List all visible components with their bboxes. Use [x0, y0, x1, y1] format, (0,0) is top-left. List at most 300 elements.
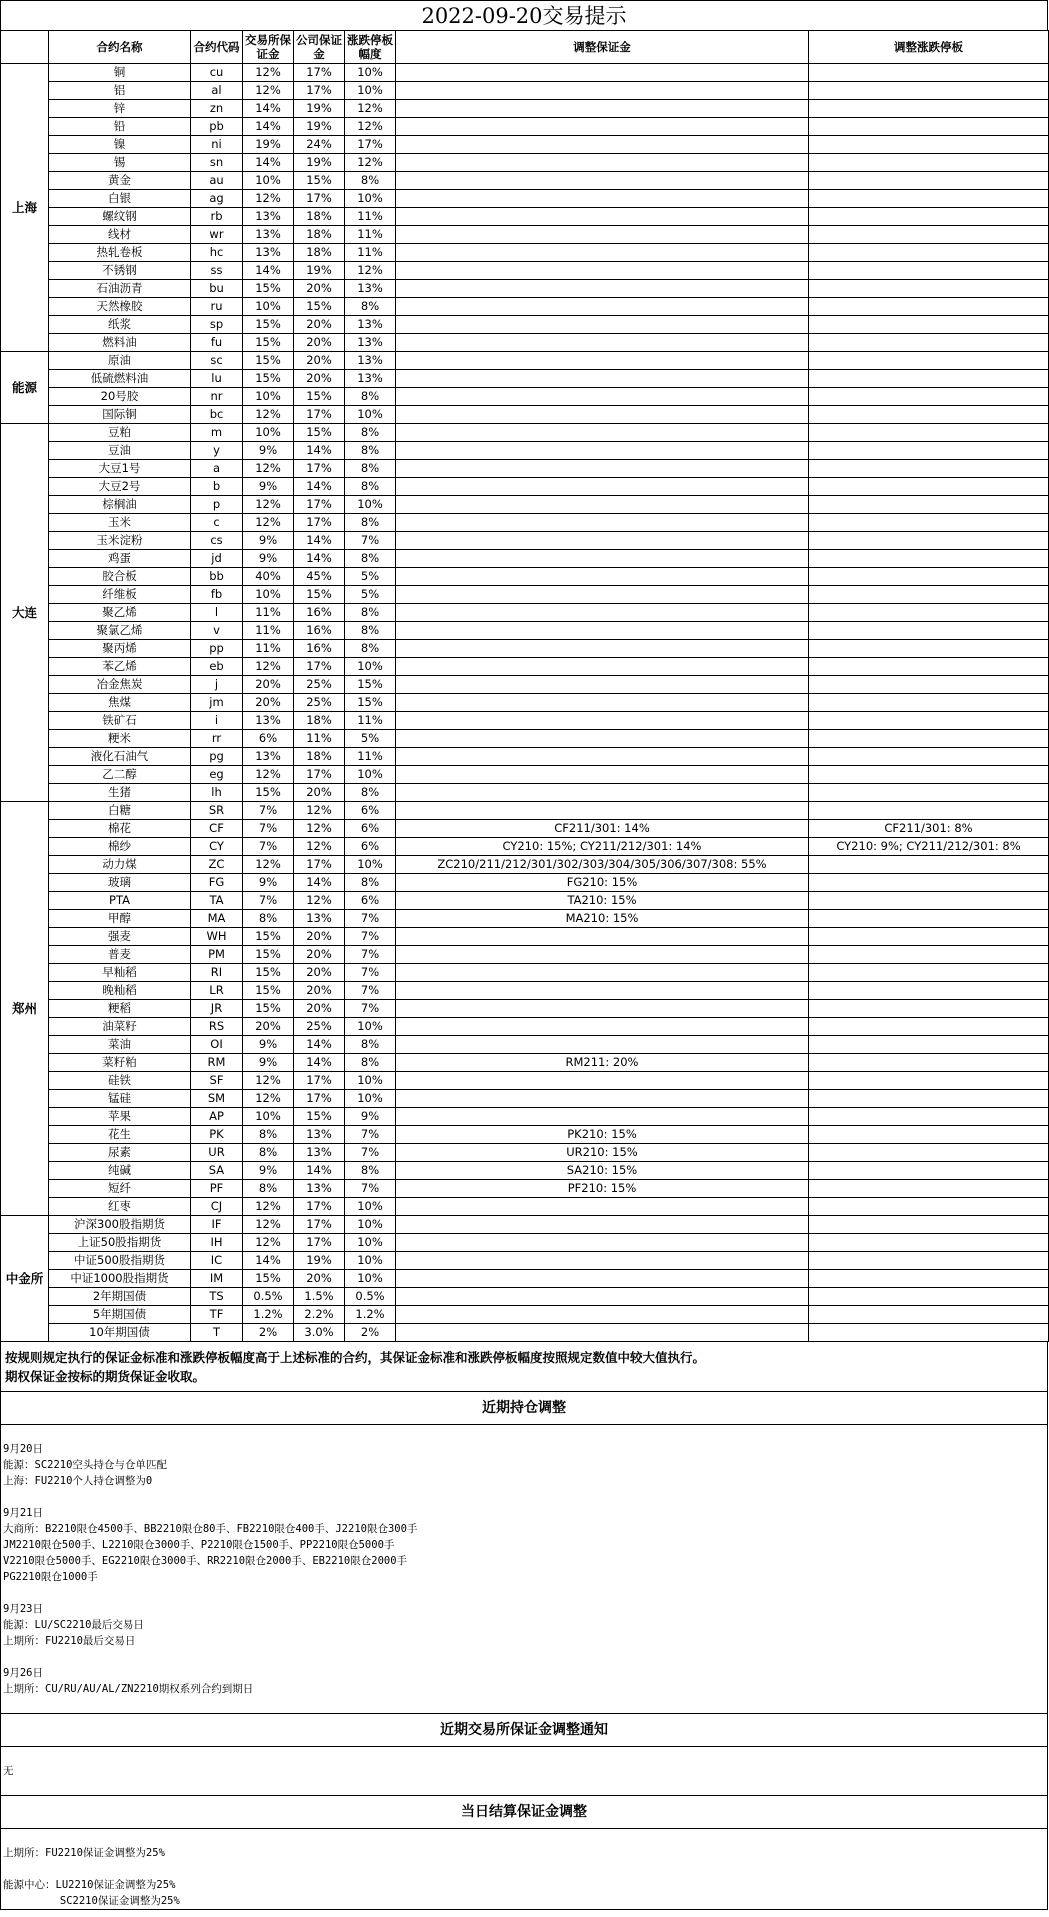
table-row: [1, 568, 1049, 586]
contract-code-cell: a: [191, 460, 243, 478]
exchange-margin-cell: 7%: [243, 820, 294, 838]
exchange-margin-cell: 13%: [243, 208, 294, 226]
contract-name-cell: 苹果: [49, 1108, 191, 1126]
table-row: [1, 946, 1049, 964]
company-margin-cell: 18%: [294, 244, 345, 262]
table-row: [1, 676, 1049, 694]
company-margin-cell: 11%: [294, 730, 345, 748]
contract-name-cell: 油菜籽: [49, 1018, 191, 1036]
price-limit-cell: 10%: [345, 1090, 396, 1108]
adjusted-margin-cell: [396, 1288, 809, 1306]
exchange-margin-cell: 14%: [243, 154, 294, 172]
price-limit-cell: 10%: [345, 496, 396, 514]
company-margin-cell: 17%: [294, 496, 345, 514]
contract-code-cell: nr: [191, 388, 243, 406]
adjusted-margin-cell: [396, 298, 809, 316]
price-limit-cell: 8%: [345, 1162, 396, 1180]
price-limit-cell: 8%: [345, 784, 396, 802]
price-limit-cell: 1.2%: [345, 1306, 396, 1324]
exchange-margin-cell: 10%: [243, 388, 294, 406]
contract-code-cell: sn: [191, 154, 243, 172]
adjusted-limit-cell: [809, 424, 1049, 442]
price-limit-cell: 17%: [345, 136, 396, 154]
contract-name-cell: 棉花: [49, 820, 191, 838]
contract-code-cell: pb: [191, 118, 243, 136]
company-margin-cell: 17%: [294, 64, 345, 82]
table-row: [1, 226, 1049, 244]
contract-code-cell: eb: [191, 658, 243, 676]
contract-name-cell: 玉米: [49, 514, 191, 532]
table-row: [1, 280, 1049, 298]
contract-code-cell: sp: [191, 316, 243, 334]
contract-name-cell: 普麦: [49, 946, 191, 964]
price-limit-cell: 10%: [345, 190, 396, 208]
adjusted-margin-cell: [396, 316, 809, 334]
price-limit-cell: 8%: [345, 424, 396, 442]
table-row: [1, 136, 1049, 154]
price-limit-cell: 5%: [345, 730, 396, 748]
adjusted-margin-cell: [396, 712, 809, 730]
adjusted-limit-cell: [809, 118, 1049, 136]
table-row: [1, 388, 1049, 406]
adjusted-limit-cell: [809, 964, 1049, 982]
contract-name-cell: 早籼稻: [49, 964, 191, 982]
adjusted-margin-cell: [396, 64, 809, 82]
adjusted-margin-cell: [396, 550, 809, 568]
table-row: [1, 730, 1049, 748]
contract-code-cell: JR: [191, 1000, 243, 1018]
exchange-margin-cell: 1.2%: [243, 1306, 294, 1324]
exchange-margin-cell: 14%: [243, 118, 294, 136]
company-margin-cell: 17%: [294, 1090, 345, 1108]
price-limit-cell: 12%: [345, 154, 396, 172]
contract-name-cell: 锡: [49, 154, 191, 172]
adjusted-margin-cell: [396, 694, 809, 712]
company-margin-cell: 14%: [294, 874, 345, 892]
contract-code-cell: LR: [191, 982, 243, 1000]
contract-name-cell: 强麦: [49, 928, 191, 946]
exchange-margin-cell: 15%: [243, 1270, 294, 1288]
contract-code-cell: CJ: [191, 1198, 243, 1216]
price-limit-cell: 0.5%: [345, 1288, 396, 1306]
company-margin-cell: 20%: [294, 1270, 345, 1288]
contract-code-cell: l: [191, 604, 243, 622]
contract-name-cell: 线材: [49, 226, 191, 244]
section-body-settlement-margin: [0, 1829, 1048, 1910]
adjusted-margin-cell: [396, 280, 809, 298]
adjusted-margin-cell: [396, 1216, 809, 1234]
adjusted-limit-cell: [809, 352, 1049, 370]
exchange-margin-cell: 10%: [243, 1108, 294, 1126]
table-row: [1, 748, 1049, 766]
adjusted-margin-cell: CY210: 15%; CY211/212/301: 14%: [396, 838, 809, 856]
contract-code-cell: OI: [191, 1036, 243, 1054]
exchange-margin-cell: 12%: [243, 1072, 294, 1090]
section-line: [3, 1425, 1045, 1441]
price-limit-cell: 10%: [345, 64, 396, 82]
adjusted-limit-cell: [809, 856, 1049, 874]
exchange-margin-cell: 14%: [243, 1252, 294, 1270]
adjusted-limit-cell: [809, 154, 1049, 172]
price-limit-cell: 8%: [345, 1036, 396, 1054]
contract-code-cell: wr: [191, 226, 243, 244]
adjusted-margin-cell: [396, 262, 809, 280]
contract-code-cell: PF: [191, 1180, 243, 1198]
company-margin-cell: 17%: [294, 82, 345, 100]
exchange-margin-cell: 12%: [243, 1216, 294, 1234]
exchange-label: 郑州: [1, 802, 49, 1216]
price-limit-cell: 15%: [345, 676, 396, 694]
price-limit-cell: 5%: [345, 568, 396, 586]
company-margin-cell: 13%: [294, 1126, 345, 1144]
adjusted-limit-cell: [809, 1252, 1049, 1270]
section-title-position-adjust: 近期持仓调整: [0, 1392, 1048, 1425]
contract-name-cell: 棉纱: [49, 838, 191, 856]
adjusted-limit-cell: [809, 1198, 1049, 1216]
section-line: 无: [3, 1765, 14, 1777]
contract-name-cell: 中证1000股指期货: [49, 1270, 191, 1288]
contract-name-cell: 晚籼稻: [49, 982, 191, 1000]
contract-code-cell: j: [191, 676, 243, 694]
contract-name-cell: 锰硅: [49, 1090, 191, 1108]
contract-code-cell: WH: [191, 928, 243, 946]
price-limit-cell: 13%: [345, 334, 396, 352]
contract-code-cell: IH: [191, 1234, 243, 1252]
adjusted-limit-cell: [809, 604, 1049, 622]
adjusted-limit-cell: [809, 586, 1049, 604]
adjusted-limit-cell: [809, 748, 1049, 766]
adjusted-limit-cell: [809, 892, 1049, 910]
exchange-margin-cell: 11%: [243, 604, 294, 622]
contract-code-cell: rr: [191, 730, 243, 748]
price-limit-cell: 10%: [345, 82, 396, 100]
exchange-margin-cell: 15%: [243, 1000, 294, 1018]
price-limit-cell: 15%: [345, 694, 396, 712]
adjusted-margin-cell: [396, 514, 809, 532]
exchange-margin-cell: 13%: [243, 712, 294, 730]
section-line: [3, 1649, 1045, 1665]
adjusted-margin-cell: [396, 370, 809, 388]
company-margin-cell: 12%: [294, 802, 345, 820]
adjusted-limit-cell: [809, 1000, 1049, 1018]
contract-code-cell: T: [191, 1324, 243, 1342]
adjusted-margin-cell: [396, 730, 809, 748]
company-margin-cell: 14%: [294, 442, 345, 460]
contract-code-cell: b: [191, 478, 243, 496]
contract-name-cell: 聚丙烯: [49, 640, 191, 658]
contract-code-cell: UR: [191, 1144, 243, 1162]
exchange-label: 能源: [1, 352, 49, 424]
contract-name-cell: PTA: [49, 892, 191, 910]
adjusted-limit-cell: [809, 1072, 1049, 1090]
company-margin-cell: 18%: [294, 712, 345, 730]
price-limit-cell: 8%: [345, 514, 396, 532]
adjusted-margin-cell: [396, 1036, 809, 1054]
table-row: [1, 64, 1049, 82]
table-row: [1, 1000, 1049, 1018]
contract-code-cell: m: [191, 424, 243, 442]
adjusted-limit-cell: [809, 1234, 1049, 1252]
adjusted-limit-cell: CF211/301: 8%: [809, 820, 1049, 838]
adjusted-limit-cell: [809, 766, 1049, 784]
contract-name-cell: 胶合板: [49, 568, 191, 586]
price-limit-cell: 7%: [345, 532, 396, 550]
price-limit-cell: 11%: [345, 748, 396, 766]
section-line: V2210限仓5000手、EG2210限仓3000手、RR2210限仓2000手、EB2210限仓2000手: [3, 1555, 408, 1567]
contract-name-cell: 红枣: [49, 1198, 191, 1216]
contract-name-cell: 天然橡胶: [49, 298, 191, 316]
company-margin-cell: 12%: [294, 892, 345, 910]
adjusted-limit-cell: [809, 100, 1049, 118]
adjusted-margin-cell: [396, 586, 809, 604]
company-margin-cell: 20%: [294, 784, 345, 802]
adjusted-margin-cell: [396, 442, 809, 460]
price-limit-cell: 13%: [345, 316, 396, 334]
exchange-margin-cell: 13%: [243, 244, 294, 262]
section-line: PG2210限仓1000手: [3, 1571, 98, 1583]
table-row: [1, 982, 1049, 1000]
header-exchange: [1, 31, 49, 64]
contract-code-cell: c: [191, 514, 243, 532]
exchange-margin-cell: 12%: [243, 406, 294, 424]
exchange-margin-cell: 9%: [243, 1162, 294, 1180]
contract-code-cell: pp: [191, 640, 243, 658]
exchange-margin-cell: 12%: [243, 190, 294, 208]
adjusted-limit-cell: [809, 658, 1049, 676]
exchange-margin-cell: 12%: [243, 460, 294, 478]
adjusted-margin-cell: [396, 100, 809, 118]
contract-code-cell: ZC: [191, 856, 243, 874]
price-limit-cell: 8%: [345, 622, 396, 640]
table-row: [1, 1054, 1049, 1072]
contract-name-cell: 棕榈油: [49, 496, 191, 514]
exchange-margin-cell: 8%: [243, 1180, 294, 1198]
price-limit-cell: 7%: [345, 910, 396, 928]
price-limit-cell: 13%: [345, 280, 396, 298]
price-limit-cell: 11%: [345, 712, 396, 730]
company-margin-cell: 15%: [294, 298, 345, 316]
adjusted-limit-cell: [809, 478, 1049, 496]
contract-name-cell: 焦煤: [49, 694, 191, 712]
company-margin-cell: 17%: [294, 460, 345, 478]
exchange-margin-cell: 15%: [243, 964, 294, 982]
company-margin-cell: 20%: [294, 928, 345, 946]
price-limit-cell: 11%: [345, 208, 396, 226]
exchange-margin-cell: 12%: [243, 1198, 294, 1216]
table-row: [1, 532, 1049, 550]
contract-name-cell: 苯乙烯: [49, 658, 191, 676]
section-line: 能源：LU/SC2210最后交易日: [3, 1619, 144, 1631]
contract-name-cell: 上证50股指期货: [49, 1234, 191, 1252]
contract-name-cell: 玉米淀粉: [49, 532, 191, 550]
table-row: [1, 1252, 1049, 1270]
adjusted-limit-cell: [809, 514, 1049, 532]
exchange-margin-cell: 19%: [243, 136, 294, 154]
price-limit-cell: 7%: [345, 964, 396, 982]
company-margin-cell: 17%: [294, 406, 345, 424]
adjusted-limit-cell: [809, 550, 1049, 568]
company-margin-cell: 24%: [294, 136, 345, 154]
contract-code-cell: RM: [191, 1054, 243, 1072]
company-margin-cell: 20%: [294, 1000, 345, 1018]
contract-name-cell: 镍: [49, 136, 191, 154]
adjusted-margin-cell: PF210: 15%: [396, 1180, 809, 1198]
adjusted-limit-cell: [809, 1144, 1049, 1162]
contract-code-cell: p: [191, 496, 243, 514]
company-margin-cell: 45%: [294, 568, 345, 586]
company-margin-cell: 19%: [294, 118, 345, 136]
adjusted-limit-cell: [809, 676, 1049, 694]
contract-name-cell: 沪深300股指期货: [49, 1216, 191, 1234]
exchange-margin-cell: 12%: [243, 766, 294, 784]
table-row: [1, 1072, 1049, 1090]
section-body-position-adjust: [0, 1425, 1048, 1714]
price-limit-cell: 8%: [345, 1054, 396, 1072]
adjusted-limit-cell: [809, 316, 1049, 334]
section-line: 上期所：FU2210最后交易日: [3, 1635, 136, 1647]
adjusted-limit-cell: [809, 64, 1049, 82]
note-line: 期权保证金按标的期货保证金收取。: [5, 1369, 206, 1384]
table-row: [1, 460, 1049, 478]
contract-code-cell: cu: [191, 64, 243, 82]
table-row: [1, 1090, 1049, 1108]
exchange-margin-cell: 7%: [243, 838, 294, 856]
price-limit-cell: 8%: [345, 298, 396, 316]
page-title: 2022-09-20交易提示: [0, 0, 1048, 30]
contract-name-cell: 白银: [49, 190, 191, 208]
contract-code-cell: fb: [191, 586, 243, 604]
adjusted-limit-cell: [809, 370, 1049, 388]
contract-code-cell: bc: [191, 406, 243, 424]
price-limit-cell: 10%: [345, 856, 396, 874]
table-row: [1, 1234, 1049, 1252]
adjusted-margin-cell: [396, 1072, 809, 1090]
exchange-margin-cell: 11%: [243, 640, 294, 658]
adjusted-margin-cell: [396, 190, 809, 208]
adjusted-limit-cell: [809, 172, 1049, 190]
company-margin-cell: 17%: [294, 1198, 345, 1216]
adjusted-margin-cell: [396, 532, 809, 550]
adjusted-limit-cell: [809, 532, 1049, 550]
company-margin-cell: 19%: [294, 262, 345, 280]
company-margin-cell: 13%: [294, 910, 345, 928]
header-adjusted-margin: 调整保证金: [396, 31, 809, 64]
exchange-margin-cell: 6%: [243, 730, 294, 748]
company-margin-cell: 18%: [294, 748, 345, 766]
adjusted-margin-cell: PK210: 15%: [396, 1126, 809, 1144]
exchange-label: 大连: [1, 424, 49, 802]
company-margin-cell: 19%: [294, 100, 345, 118]
exchange-margin-cell: 9%: [243, 1036, 294, 1054]
exchange-label: 中金所: [1, 1216, 49, 1342]
adjusted-margin-cell: [396, 802, 809, 820]
table-row: [1, 712, 1049, 730]
company-margin-cell: 20%: [294, 280, 345, 298]
company-margin-cell: 13%: [294, 1180, 345, 1198]
contract-name-cell: 铜: [49, 64, 191, 82]
exchange-margin-cell: 40%: [243, 568, 294, 586]
exchange-margin-cell: 13%: [243, 226, 294, 244]
contract-name-cell: 菜籽粕: [49, 1054, 191, 1072]
table-row: [1, 82, 1049, 100]
adjusted-limit-cell: [809, 1090, 1049, 1108]
exchange-margin-cell: 12%: [243, 856, 294, 874]
adjusted-margin-cell: [396, 622, 809, 640]
exchange-margin-cell: 20%: [243, 676, 294, 694]
adjusted-margin-cell: [396, 406, 809, 424]
price-limit-cell: 8%: [345, 640, 396, 658]
section-line: 9月21日: [3, 1507, 43, 1519]
price-limit-cell: 8%: [345, 874, 396, 892]
price-limit-cell: 7%: [345, 1000, 396, 1018]
exchange-margin-cell: 7%: [243, 892, 294, 910]
company-margin-cell: 14%: [294, 1036, 345, 1054]
contract-code-cell: cs: [191, 532, 243, 550]
adjusted-margin-cell: UR210: 15%: [396, 1144, 809, 1162]
contract-code-cell: CF: [191, 820, 243, 838]
contract-name-cell: 螺纹钢: [49, 208, 191, 226]
exchange-margin-cell: 15%: [243, 946, 294, 964]
company-margin-cell: 19%: [294, 1252, 345, 1270]
price-limit-cell: 8%: [345, 478, 396, 496]
adjusted-limit-cell: [809, 694, 1049, 712]
exchange-margin-cell: 10%: [243, 586, 294, 604]
adjusted-margin-cell: [396, 784, 809, 802]
contract-code-cell: PM: [191, 946, 243, 964]
adjusted-margin-cell: [396, 1306, 809, 1324]
table-row: [1, 622, 1049, 640]
table-row: [1, 1324, 1049, 1342]
price-limit-cell: 9%: [345, 1108, 396, 1126]
exchange-margin-cell: 12%: [243, 496, 294, 514]
adjusted-margin-cell: [396, 1108, 809, 1126]
table-row: [1, 1162, 1049, 1180]
price-limit-cell: 7%: [345, 1180, 396, 1198]
table-row: [1, 352, 1049, 370]
company-margin-cell: 18%: [294, 226, 345, 244]
contract-name-cell: 纤维板: [49, 586, 191, 604]
price-limit-cell: 10%: [345, 406, 396, 424]
adjusted-limit-cell: [809, 1270, 1049, 1288]
contract-name-cell: 鸡蛋: [49, 550, 191, 568]
contract-name-cell: 花生: [49, 1126, 191, 1144]
contract-code-cell: zn: [191, 100, 243, 118]
adjusted-limit-cell: [809, 1180, 1049, 1198]
contract-code-cell: RS: [191, 1018, 243, 1036]
section-line: 9月20日: [3, 1443, 43, 1455]
adjusted-margin-cell: [396, 136, 809, 154]
adjusted-margin-cell: [396, 1018, 809, 1036]
contract-code-cell: al: [191, 82, 243, 100]
adjusted-margin-cell: [396, 658, 809, 676]
company-margin-cell: 14%: [294, 532, 345, 550]
company-margin-cell: 13%: [294, 1144, 345, 1162]
price-limit-cell: 8%: [345, 550, 396, 568]
price-limit-cell: 10%: [345, 658, 396, 676]
exchange-margin-cell: 9%: [243, 532, 294, 550]
table-row: [1, 766, 1049, 784]
adjusted-limit-cell: [809, 226, 1049, 244]
adjusted-margin-cell: [396, 1270, 809, 1288]
table-row: [1, 1270, 1049, 1288]
section-line: [3, 1585, 1045, 1601]
exchange-margin-cell: 7%: [243, 802, 294, 820]
adjusted-margin-cell: FG210: 15%: [396, 874, 809, 892]
contract-name-cell: 纯碱: [49, 1162, 191, 1180]
adjusted-limit-cell: [809, 388, 1049, 406]
adjusted-limit-cell: [809, 910, 1049, 928]
table-row: [1, 424, 1049, 442]
